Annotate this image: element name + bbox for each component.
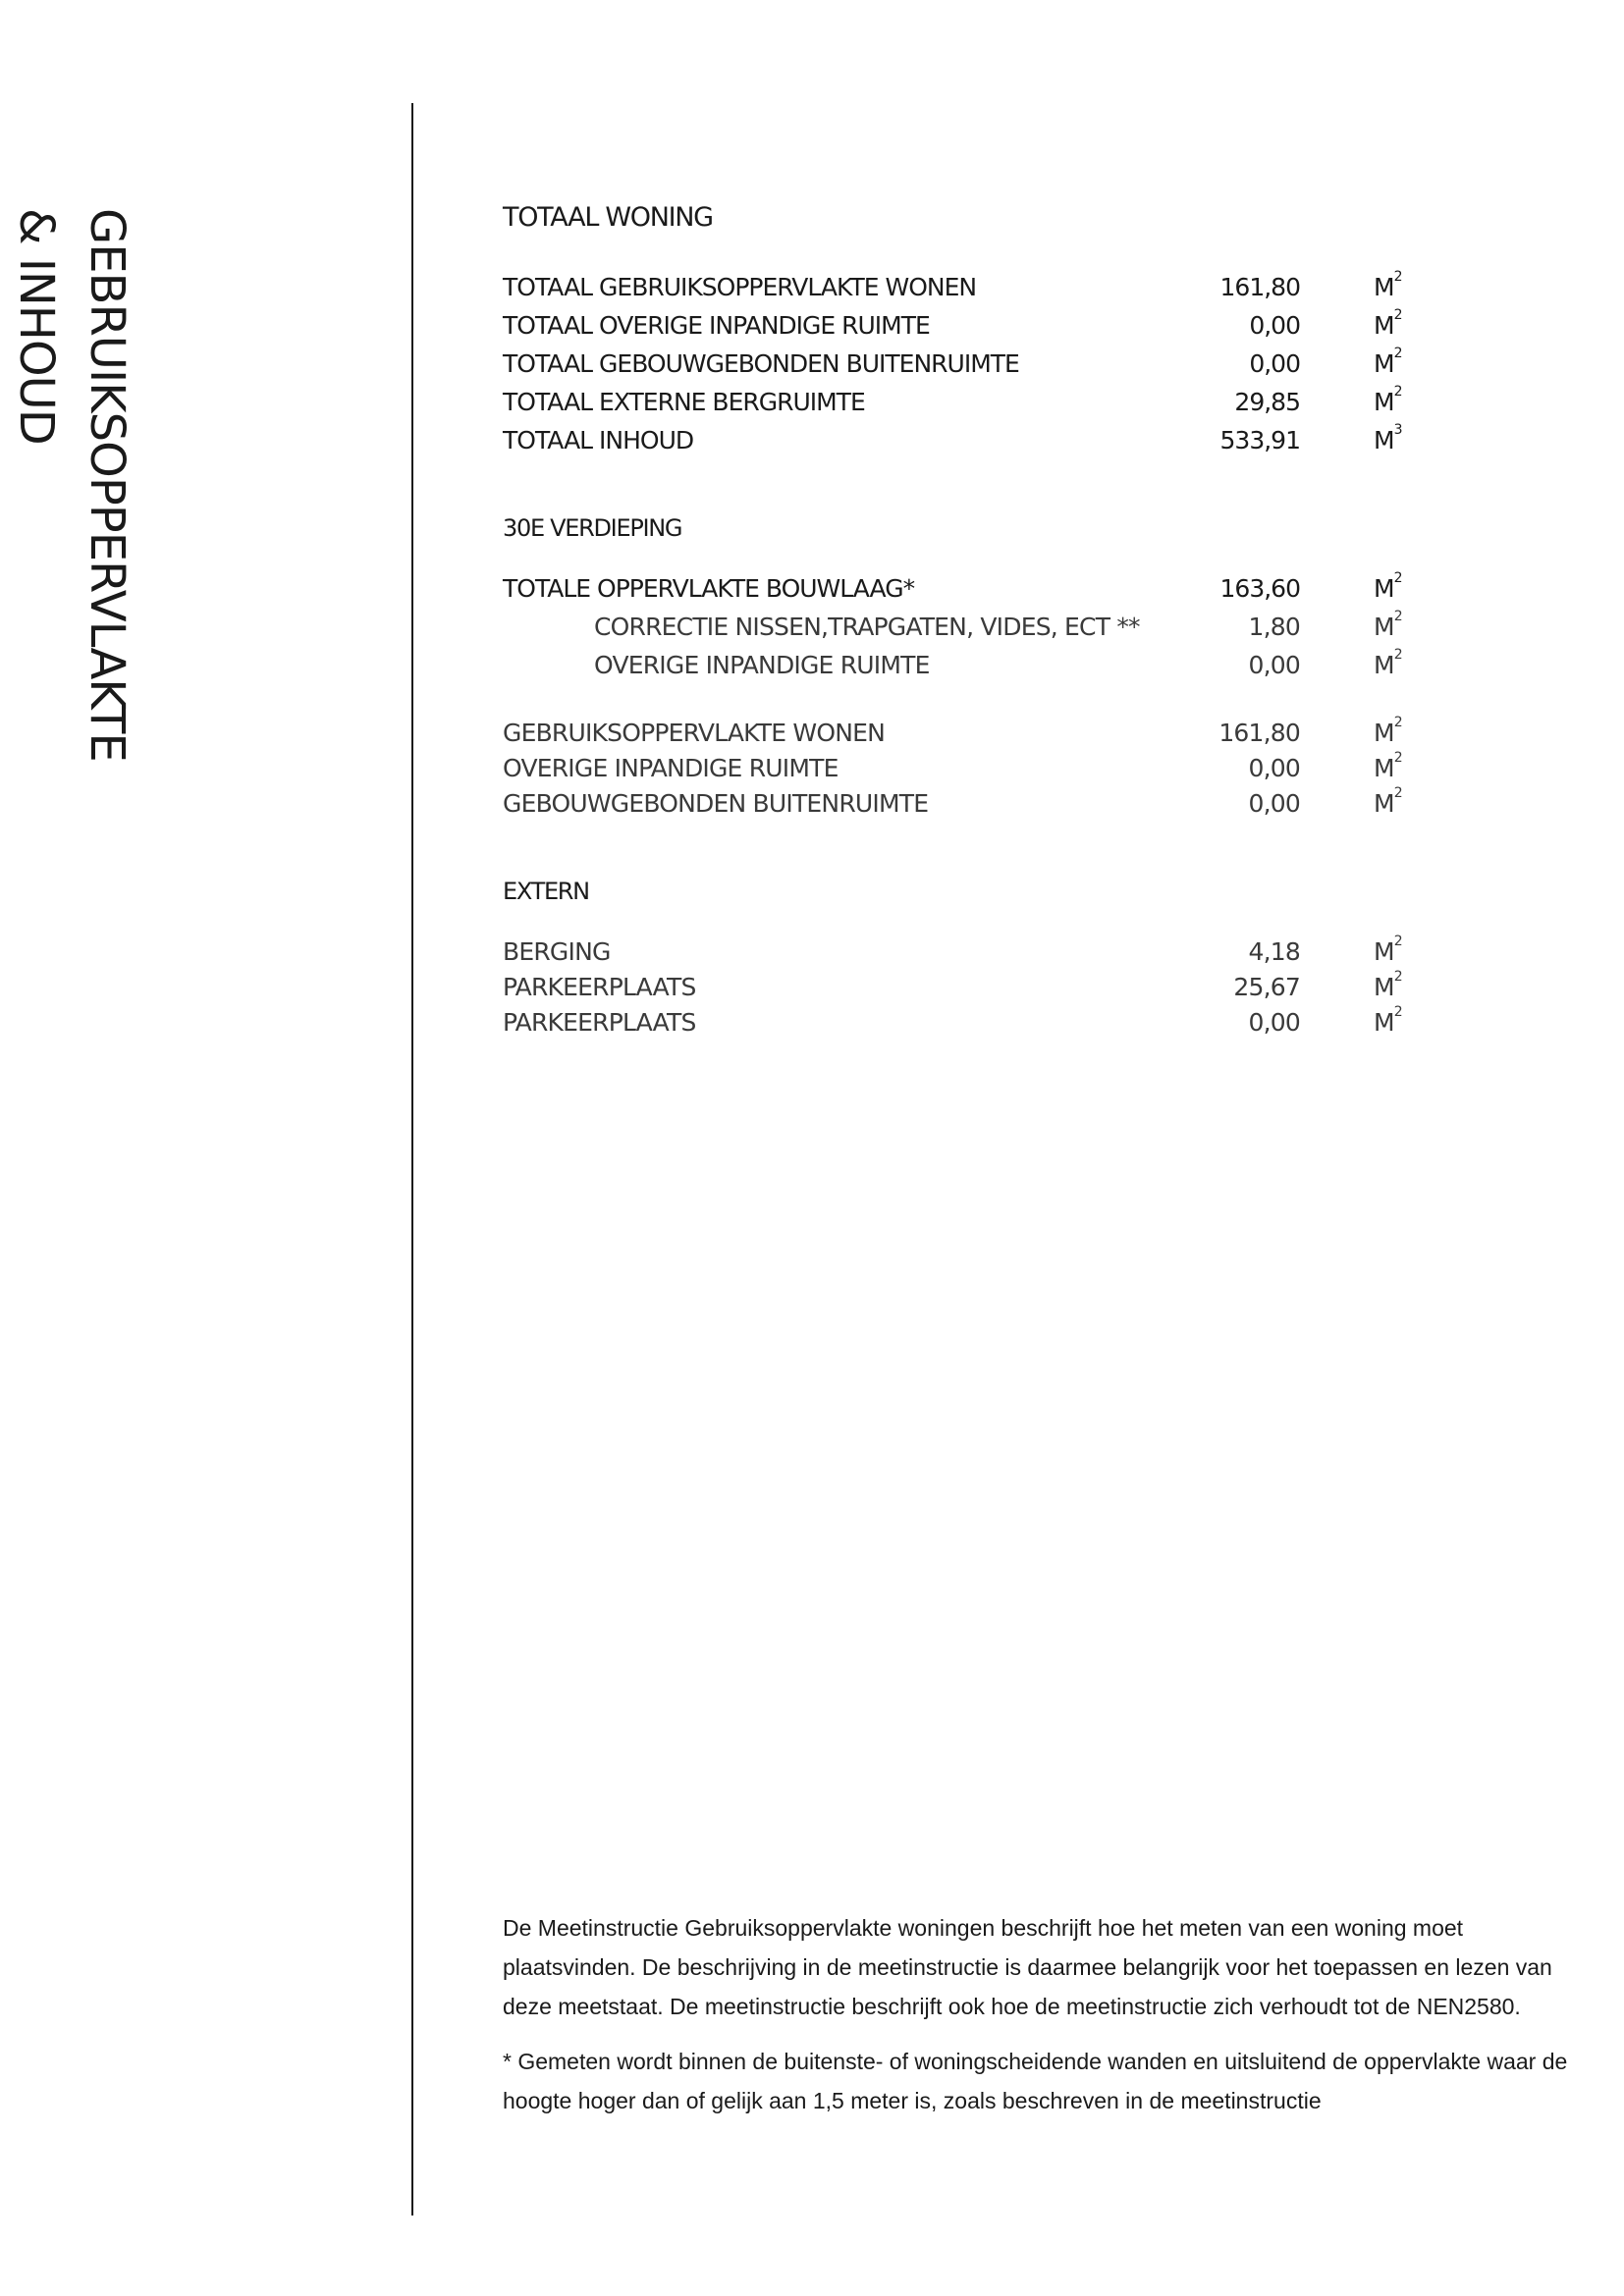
row-unit: $M^2$	[1374, 969, 1402, 1001]
row-unit: $M^2$	[1374, 1004, 1402, 1037]
row-unit: $M^2$	[1374, 346, 1402, 378]
row-unit: $M^2$	[1374, 647, 1402, 679]
row-value: 0,00	[1249, 349, 1300, 378]
table-row	[503, 269, 1406, 308]
table-row	[503, 750, 1406, 789]
table-row-total	[503, 570, 1406, 610]
row-label: OVERIGE INPANDIGE RUIMTE	[594, 651, 930, 679]
row-unit: $M^2$	[1374, 384, 1402, 416]
row-value: 0,00	[1248, 651, 1300, 679]
table-row	[503, 934, 1406, 973]
row-label: GEBRUIKSOPPERVLAKTE WONEN	[503, 719, 886, 747]
row-unit: $M^2$	[1374, 934, 1402, 966]
table-row	[503, 969, 1406, 1008]
table-row-sub	[503, 647, 1406, 686]
section-heading-extern: EXTERN	[503, 878, 589, 905]
side-title-line1: GEBRUIKSOPPERVLAKTE	[80, 208, 135, 762]
row-label: TOTAAL GEBOUWGEBONDEN BUITENRUIMTE	[503, 349, 1019, 378]
row-unit: $M^2$	[1374, 785, 1402, 818]
table-row	[503, 307, 1406, 347]
row-label: GEBOUWGEBONDEN BUITENRUIMTE	[503, 789, 929, 818]
table-row	[503, 384, 1406, 423]
vertical-divider	[411, 103, 413, 2216]
row-label: CORRECTIE NISSEN,TRAPGATEN, VIDES, ECT **	[594, 613, 1140, 641]
row-value: 0,00	[1249, 311, 1300, 340]
row-unit: $M^2$	[1374, 269, 1402, 301]
row-label: TOTAAL EXTERNE BERGRUIMTE	[503, 388, 865, 416]
row-label: TOTAAL OVERIGE INPANDIGE RUIMTE	[503, 311, 930, 340]
section-heading-totaal-woning: TOTAAL WONING	[503, 202, 713, 233]
row-value: 0,00	[1248, 754, 1300, 782]
section-heading-verdieping: 30E VERDIEPING	[503, 514, 682, 542]
row-label: PARKEERPLAATS	[503, 973, 696, 1001]
row-value: 161,80	[1218, 719, 1300, 747]
footnotes	[503, 1908, 1583, 2120]
footnote-paragraph: De Meetinstructie Gebruiksoppervlakte woningen beschrijft hoe het meten van een woning moet plaatsvinden. De beschrijving in de meetinstructie is daarmee belangrijk voor het toepassen en lezen van deze meetstaat. De meetinstructie beschrijft ook hoe de meetinstructie zich verhoudt tot de NEN2580.	[503, 1915, 1552, 2019]
footnote-paragraph: * Gemeten wordt binnen de buitenste- of woningscheidende wanden en uitsluitend de oppervlakte waar de hoogte hoger dan of gelijk aan 1,5 meter is, zoals beschreven in de meetinstructie	[503, 2049, 1568, 2113]
table-row	[503, 785, 1406, 825]
side-title	[1, 208, 142, 762]
row-value: 4,18	[1248, 937, 1300, 966]
table-row	[503, 346, 1406, 385]
table-row	[503, 715, 1406, 754]
table-row-sub	[503, 609, 1406, 648]
row-value: 533,91	[1219, 426, 1300, 454]
table-row	[503, 1004, 1406, 1043]
row-label: TOTAAL GEBRUIKSOPPERVLAKTE WONEN	[503, 273, 977, 301]
row-value: 0,00	[1248, 1008, 1300, 1037]
row-label: BERGING	[503, 937, 611, 966]
table-row	[503, 422, 1406, 461]
row-unit: $M^2$	[1374, 307, 1402, 340]
row-label: PARKEERPLAATS	[503, 1008, 696, 1037]
row-label: TOTALE OPPERVLAKTE BOUWLAAG*	[503, 574, 915, 603]
row-unit: $M^2$	[1374, 570, 1402, 603]
row-unit: $M^3$	[1374, 422, 1402, 454]
row-value: 29,85	[1234, 388, 1300, 416]
row-unit: $M^2$	[1374, 609, 1402, 641]
side-title-line2: & INHOUD	[9, 208, 64, 445]
row-unit: $M^2$	[1374, 750, 1402, 782]
row-value: 161,80	[1219, 273, 1300, 301]
row-value: 0,00	[1248, 789, 1300, 818]
row-value: 1,80	[1248, 613, 1300, 641]
row-label: OVERIGE INPANDIGE RUIMTE	[503, 754, 839, 782]
row-value: 25,67	[1233, 973, 1300, 1001]
row-value: 163,60	[1219, 574, 1300, 603]
row-label: TOTAAL INHOUD	[503, 426, 694, 454]
row-unit: $M^2$	[1374, 715, 1402, 747]
